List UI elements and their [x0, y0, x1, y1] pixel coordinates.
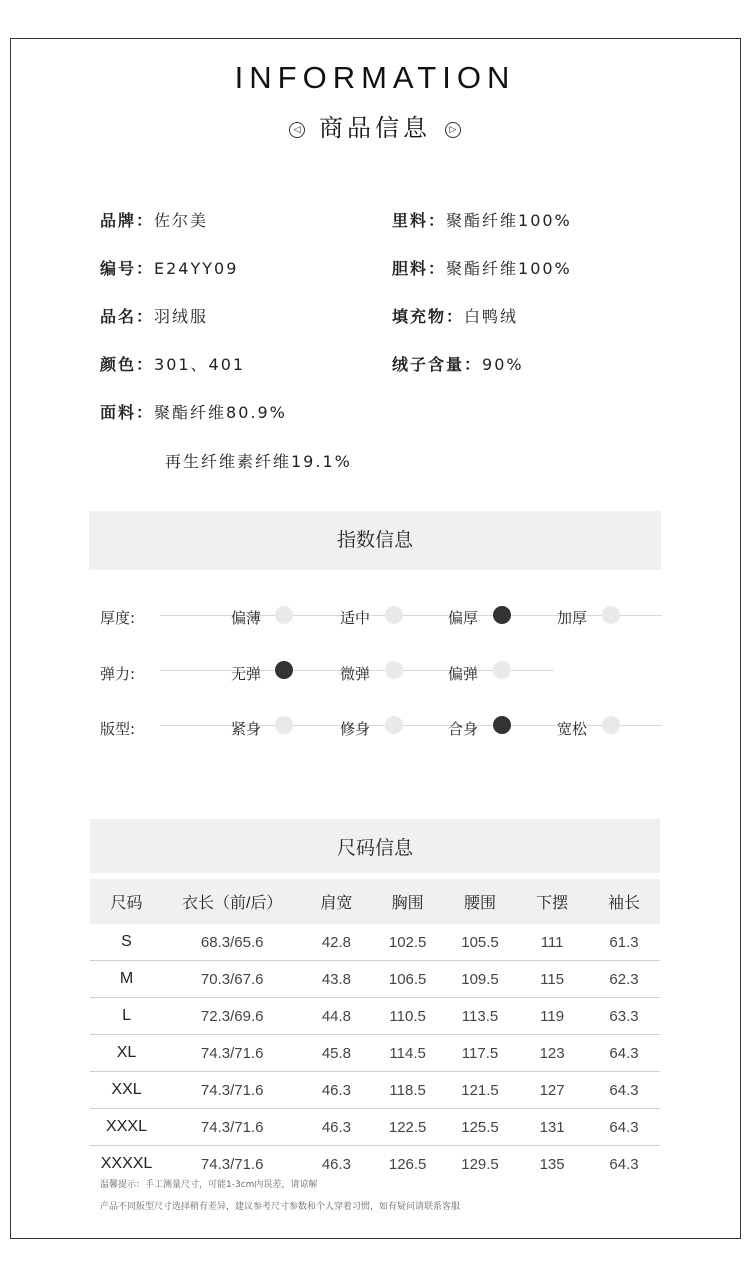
index-dot — [602, 716, 620, 734]
size-header-cell: 胸围 — [371, 879, 443, 924]
info-key: 胆料： — [392, 259, 447, 278]
index-dot — [385, 661, 403, 679]
table-row — [90, 924, 660, 961]
info-code — [100, 256, 238, 279]
note-advice: 产品不同版型尺寸选择稍有差异，建议参考尺寸参数和个人穿着习惯，如有疑问请联系客服 — [100, 1202, 461, 1212]
size-value-cell: 131 — [516, 1109, 588, 1146]
size-value-cell: 129.5 — [461, 1155, 499, 1173]
info-value: 聚酯纤维100% — [446, 259, 572, 278]
info-key: 绒子含量： — [392, 355, 483, 374]
size-value-cell: 68.3/65.6 — [163, 924, 301, 961]
index-dot-selected — [493, 716, 511, 734]
size-value-cell: 64.3 — [588, 1035, 660, 1072]
size-value-cell: 61.3 — [588, 924, 660, 961]
size-table-header — [90, 879, 660, 924]
size-value-cell: 63.3 — [588, 998, 660, 1035]
index-option: 偏弹 — [448, 665, 479, 683]
size-value-cell: 119 — [516, 998, 588, 1035]
size-value-cell: 43.8 — [301, 961, 371, 998]
info-value: 301、401 — [154, 355, 246, 374]
info-value: 聚酯纤维80.9% — [154, 403, 287, 422]
index-dot-selected — [275, 661, 293, 679]
index-dot — [275, 716, 293, 734]
index-label-fit: 版型: — [100, 720, 136, 738]
index-dot — [385, 716, 403, 734]
info-lining — [392, 208, 572, 231]
info-value: 聚酯纤维100% — [446, 211, 572, 230]
size-value-cell: 102.5 — [371, 924, 443, 961]
size-value-cell: 64.3 — [588, 1072, 660, 1109]
index-option: 加厚 — [557, 609, 588, 627]
size-value-cell: 114.5 — [371, 1035, 443, 1072]
size-value-cell: 126.5 — [388, 1155, 427, 1173]
size-label-cell: XXXL — [90, 1109, 163, 1146]
size-label-cell: S — [90, 924, 163, 961]
info-key: 品牌： — [100, 211, 155, 230]
size-title: 尺码信息 — [90, 819, 660, 873]
index-option: 修身 — [340, 720, 371, 738]
size-header-cell: 肩宽 — [301, 879, 371, 924]
size-value-cell: 127 — [516, 1072, 588, 1109]
info-key: 填充物： — [392, 307, 465, 326]
size-value-cell: 64.3 — [609, 1155, 639, 1173]
size-value-cell: 122.5 — [371, 1109, 443, 1146]
info-key: 颜色： — [100, 355, 155, 374]
size-value-cell: 135 — [539, 1155, 565, 1173]
size-header-cell: 尺码 — [90, 879, 163, 924]
index-option: 紧身 — [231, 720, 262, 738]
size-value-cell: 121.5 — [444, 1072, 516, 1109]
index-option: 无弹 — [231, 665, 262, 683]
size-value-cell: 44.8 — [301, 998, 371, 1035]
title-cn-text: 商品信息 — [319, 114, 431, 142]
info-fabric-extra: 再生纤维素纤维19.1% — [165, 452, 352, 471]
size-value-cell: 62.3 — [588, 961, 660, 998]
size-value-cell: 74.3/71.6 — [200, 1155, 264, 1173]
index-option: 偏厚 — [448, 609, 479, 627]
size-value-cell: 46.3 — [301, 1072, 371, 1109]
size-value-cell: 109.5 — [444, 961, 516, 998]
size-header-cell: 袖长 — [588, 879, 660, 924]
size-value-cell: 106.5 — [371, 961, 443, 998]
info-fabric — [100, 400, 287, 423]
size-value-cell: 115 — [516, 961, 588, 998]
index-option: 合身 — [448, 720, 479, 738]
info-inner-fabric — [392, 256, 572, 279]
table-row — [90, 1072, 660, 1109]
info-value: 佐尔美 — [154, 211, 209, 230]
size-header-cell: 腰围 — [444, 879, 516, 924]
info-key: 面料： — [100, 403, 155, 422]
index-option: 微弹 — [340, 665, 371, 683]
index-dot — [275, 606, 293, 624]
size-value-cell: 110.5 — [371, 998, 443, 1035]
info-value: 90% — [482, 355, 524, 374]
info-value: E24YY09 — [154, 259, 239, 278]
size-label-cell: M — [90, 961, 163, 998]
size-value-cell: 70.3/67.6 — [163, 961, 301, 998]
size-value-cell: 64.3 — [588, 1109, 660, 1146]
arrow-right-icon: ▷ — [445, 122, 461, 138]
table-row — [90, 961, 660, 998]
index-label-thickness: 厚度: — [100, 609, 136, 627]
size-value-cell: 74.3/71.6 — [163, 1109, 301, 1146]
index-dot — [493, 661, 511, 679]
size-label-cell: L — [90, 998, 163, 1035]
size-header-cell: 衣长（前/后） — [163, 879, 301, 924]
size-label-cell: XXL — [90, 1072, 163, 1109]
size-value-cell: 45.8 — [301, 1035, 371, 1072]
index-option: 适中 — [340, 609, 371, 627]
info-product-name — [100, 304, 208, 327]
size-value-cell: 46.3 — [321, 1155, 352, 1173]
size-label-cell: XL — [90, 1035, 163, 1072]
arrow-left-icon: ◁ — [289, 122, 305, 138]
title-en: INFORMATION — [234, 60, 516, 95]
size-value-cell: 123 — [516, 1035, 588, 1072]
info-down-content — [392, 352, 524, 375]
info-brand — [100, 208, 208, 231]
size-value-cell: 125.5 — [444, 1109, 516, 1146]
size-value-cell: 117.5 — [444, 1035, 516, 1072]
table-row — [90, 1109, 660, 1146]
size-table — [90, 879, 660, 1182]
size-value-cell: 118.5 — [371, 1072, 443, 1109]
size-value-cell: 105.5 — [444, 924, 516, 961]
index-option: 宽松 — [557, 720, 588, 738]
info-key: 里料： — [392, 211, 447, 230]
note-tip: 温馨提示：手工测量尺寸，可能1-3cm内误差，请谅解 — [100, 1180, 318, 1190]
info-key: 品名： — [100, 307, 155, 326]
size-value-cell: 111 — [516, 924, 588, 961]
size-value-cell: 113.5 — [444, 998, 516, 1035]
index-title: 指数信息 — [89, 511, 661, 570]
size-value-cell: 74.3/71.6 — [163, 1072, 301, 1109]
index-label-elasticity: 弹力: — [100, 665, 136, 683]
index-dot — [602, 606, 620, 624]
table-row — [90, 998, 660, 1035]
info-key: 编号： — [100, 259, 155, 278]
table-row — [90, 1035, 660, 1072]
info-filling — [392, 304, 518, 327]
index-option: 偏薄 — [231, 609, 262, 627]
title-cn — [0, 108, 750, 143]
size-value-cell: 46.3 — [301, 1109, 371, 1146]
size-value-cell: 72.3/69.6 — [163, 998, 301, 1035]
info-value: 羽绒服 — [154, 307, 209, 326]
size-header-cell: 下摆 — [516, 879, 588, 924]
index-dot — [385, 606, 403, 624]
info-color — [100, 352, 245, 375]
index-dot-selected — [493, 606, 511, 624]
size-value-cell: 42.8 — [301, 924, 371, 961]
info-value: 白鸭绒 — [464, 307, 519, 326]
size-value-cell: 74.3/71.6 — [163, 1035, 301, 1072]
size-label-cell: XXXXL — [100, 1155, 153, 1172]
